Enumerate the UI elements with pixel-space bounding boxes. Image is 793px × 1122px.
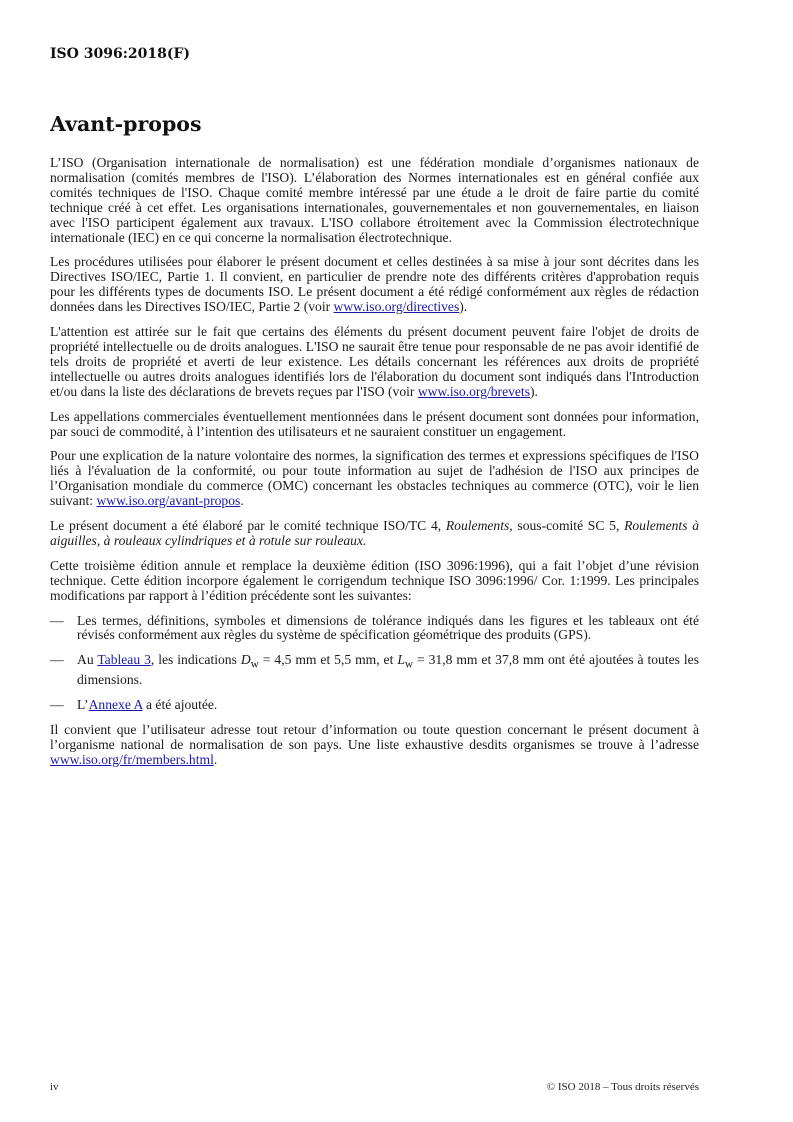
dash-bullet: — bbox=[50, 612, 64, 628]
paragraph-committee: Le présent document a été élaboré par le comité technique ISO/TC 4, Roulements, sous-comité SC 5, Roulements à aiguilles, à rouleaux cylindriques et à rotule sur rouleaux. bbox=[50, 518, 699, 548]
paragraph-trade-names: Les appellations commerciales éventuellement mentionnées dans le présent document sont données pour information, par souci de commodité, à l’intention des utilisateurs et ne sauraient constituer un engagement. bbox=[50, 408, 699, 439]
foreword-body bbox=[50, 156, 699, 778]
link-members[interactable]: www.iso.org/fr/members.html bbox=[50, 751, 214, 767]
list-item: — Au Tableau 3, les indications $D_w = 4,5$ mm et 5,5 mm, et $L_w = 31,8$ mm et 37,8 mm ont été ajoutées à toutes les dimensions. bbox=[50, 652, 699, 687]
copyright-notice: © ISO 2018 – Tous droits réservés bbox=[546, 1081, 699, 1093]
link-annexe-a[interactable]: Annexe A bbox=[88, 696, 143, 712]
paragraph-feedback: Il convient que l’utilisateur adresse tout retour d’information ou toute question concernant le présent document à l’organisme national de normalisation de son pays. Une liste exhaustive desdits organismes se trouve à l’adresse www.iso.org/fr/members.html. bbox=[50, 721, 699, 767]
page-title: Avant-propos bbox=[50, 112, 202, 136]
list-item: — L’Annexe A a été ajoutée. bbox=[50, 696, 218, 712]
link-brevets[interactable]: www.iso.org/brevets bbox=[417, 383, 530, 399]
page-number: iv bbox=[50, 1081, 59, 1093]
document-identifier: ISO 3096:2018(F) bbox=[50, 46, 191, 62]
paragraph-patents: L'attention est attirée sur le fait que certains des éléments du présent document peuvent faire l'objet de droits de propriété intellectuelle ou de droits analogues. L'ISO ne saurait être tenue pour responsable de ne pas avoir identifié de tels droits de propriété et averti de leur existence. Les détails concernant les références aux droits de propriété intellectuelle ou autres droits analogues identifiés lors de l'élaboration du document sont indiqués dans l'Introduction et/ou dans la liste des déclarations de brevets reçues par l'ISO (voir www.iso.org/brevets). bbox=[50, 324, 699, 399]
link-directives[interactable]: www.iso.org/directives bbox=[333, 299, 460, 315]
link-avant-propos[interactable]: www.iso.org/avant-propos bbox=[96, 493, 241, 509]
paragraph-voluntary-nature: Pour une explication de la nature volontaire des normes, la signification des termes et expressions spécifiques de l'ISO liés à l'évaluation de la conformité, ou pour toute information au sujet de l'adhésion de l'ISO aux principes de l’Organisation mondiale du commerce (OMC) concernant les obstacles techniques au commerce (OTC), voir le lien suivant: www.iso.org/avant-propos. bbox=[50, 448, 699, 509]
list-item: — Les termes, définitions, symboles et dimensions de tolérance indiqués dans les figures et les tableaux ont été révisés conformément aux règles du système de spécification géométrique des produits (GPS). bbox=[50, 612, 699, 643]
changes-list bbox=[50, 614, 699, 713]
paragraph-iso-intro: L’ISO (Organisation internationale de normalisation) est une fédération mondiale d’organismes nationaux de normalisation (comités membres de l'ISO). L’élaboration des Normes internationales est en général confiée aux comités techniques de l'ISO. Chaque comité membre intéressé par une étude a le droit de faire partie du comité technique créé à cet effet. Les organisations internationales, gouvernementales et non gouvernementales, en liaison avec l'ISO participent également aux travaux. L'ISO collabore étroitement avec la Commission électrotechnique internationale (IEC) en ce qui concerne la normalisation électrotechnique. bbox=[50, 155, 699, 245]
paragraph-edition: Cette troisième édition annule et remplace la deuxième édition (ISO 3096:1996), qui a fait l’objet d’une révision technique. Cette édition incorpore également le corrigendum technique ISO 3096:1996/ Cor. 1:1999. Les principales modifications par rapport à l’édition précédente sont les suivantes: bbox=[50, 557, 699, 603]
link-tableau-3[interactable]: Tableau 3 bbox=[97, 652, 151, 668]
dash-bullet: — bbox=[50, 652, 64, 668]
paragraph-procedures: Les procédures utilisées pour élaborer le présent document et celles destinées à sa mise à jour sont décrites dans les Directives ISO/IEC, Partie 1. Il convient, en particulier de prendre note des différents critères d'approbation requis pour les différents types de documents ISO. Le présent document a été rédigé conformément aux règles de rédaction données dans les Directives ISO/IEC, Partie 2 (voir www.iso.org/directives). bbox=[50, 254, 699, 315]
dash-bullet: — bbox=[50, 696, 64, 712]
